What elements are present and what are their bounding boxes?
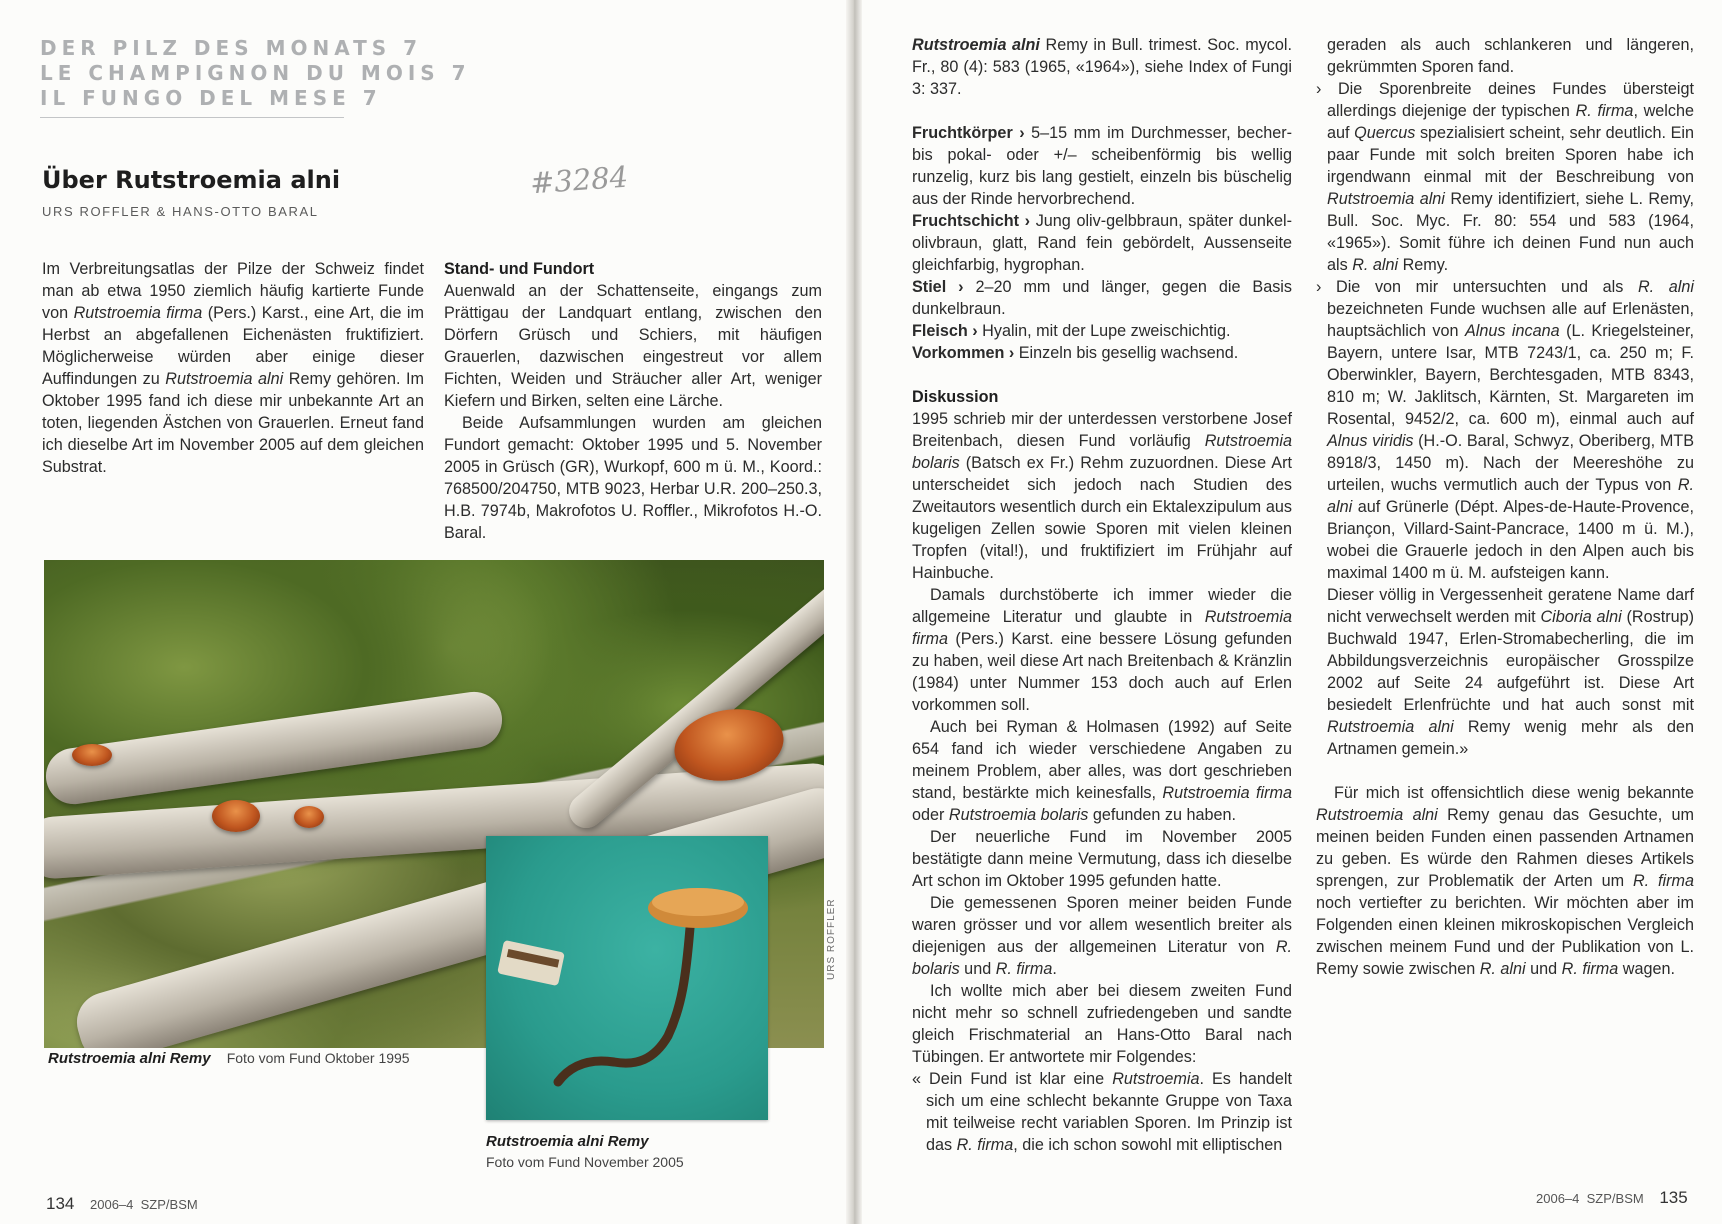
desc-vorkommen: Vorkommen › Einzeln bis gesellig wachsend. xyxy=(912,344,1239,362)
footer-journal-left: SZP/BSM xyxy=(140,1197,198,1212)
rubric-divider xyxy=(40,117,344,118)
type-reference: Rutstroemia alni Remy in Bull. trimest. Soc. mycol. Fr., 80 (4): 583 (1965, «1964»), siehe Index of Fungi 3: 337. xyxy=(912,36,1292,98)
diskussion-paragraph-6: Ich wollte mich aber bei diesem zweiten Fund nicht mehr so schnell zufriedengeben und sandte gleich Frischmaterial an Hans-Otto Baral nach Tübingen. Er antwortete mir Folgendes: xyxy=(912,982,1292,1066)
article-title: Über Rutstroemia alni xyxy=(42,166,341,194)
footer-right xyxy=(1536,1188,1688,1208)
footer-journal-right: SZP/BSM xyxy=(1586,1191,1644,1206)
handwritten-note: #3284 xyxy=(528,159,630,201)
column-rubric xyxy=(40,36,471,111)
desc-stiel: Stiel › 2–20 mm und länger, gegen die Basis dunkelbraun. xyxy=(912,278,1292,318)
desc-fleisch: Fleisch › Hyalin, mit der Lupe zweischichtig. xyxy=(912,322,1231,340)
footer-left xyxy=(46,1194,198,1214)
rubric-line-fr: LE CHAMPIGNON DU MOIS 7 xyxy=(40,61,471,85)
quote-closing: Dieser völlig in Vergessenheit geratene Name darf nicht verwechselt werden mit Ciboria alni (Rostrup) Buchwald 1947, Erlen-Stromabecherling, die im Abbildungsverzeichnis europäischer Grosspilze 2002 auf Seite 24 aufgeführt ist. Diese Art besiedelt Erlenfrüchte und hat auch sonst mit Rutstroemia alni Remy wenig mehr als den Artnamen gemein.» xyxy=(1327,586,1694,758)
diskussion-paragraph-4: Der neuerliche Fund im November 2005 bestätigte dann meine Vermutung, dass ich dieselbe Art schon im Oktober 1995 gefunden hatte. xyxy=(912,828,1292,890)
caption-note-2: Foto vom Fund November 2005 xyxy=(486,1154,684,1170)
conclusion-paragraph: Für mich ist offensichtlich diese wenig bekannte Rutstroemia alni Remy genau das Gesuchte, um meinen beiden Funden einen passenden Artnamen zu geben. Es würde den Rahmen dieses Artikels sprengen, zur Problematik der Arten um R. firma noch vertiefter zu berichten. Wir möchten aber im Folgenden einen kleinen mikroskopischen Vergleich zwischen meinem Fund und der Publikation von L. Remy sowie zwischen R. alni und R. firma wagen. xyxy=(1316,784,1694,978)
photo-inset-caption xyxy=(486,1132,786,1173)
diskussion-paragraph-1: 1995 schrieb mir der unterdessen verstorbene Josef Breitenbach, diesen Fund vorläufig Rutstroemia bolaris (Batsch ex Fr.) Rehm zuzuordnen. Diese Art unterscheidet sich jedoch nach Studien des Zweitautors wesentlich durch ein Ektalexzipulum aus kugeligen Zellen sowie Sporen mit vielen kleinen Tropfen (vital!), und fruktifiziert im Frühjahr auf Hainbuche. xyxy=(912,410,1292,582)
page-number-left: 134 xyxy=(46,1194,75,1213)
desc-fruchtkoerper: Fruchtkörper › 5–15 mm im Durchmesser, becher- bis pokal- oder +/– scheibenförmig bis wellig runzelig, kurz bis lang gestielt, einzeln bis büschelig aus der Rinde hervorbrechend. xyxy=(912,124,1292,208)
photo-main-caption xyxy=(48,1050,410,1067)
caption-species-1: Rutstroemia alni Remy xyxy=(48,1050,211,1067)
quote-bullet-1: › Die Sporenbreite deines Fundes übersteigt allerdings diejenige der typischen R. firma, welche auf Quercus spezialisiert scheint, sehr deutlich. Ein paar Funde mit solch breiten Sporen habe ich irgendwann einmal mit der Beschreibung von Rutstroemia alni Remy identifiziert, siehe L. Remy, Bull. Soc. Myc. Fr. 80: 554 und 583 (1964, «1965»). Somit führe ich deinen Fund nun auch als R. alni Remy. xyxy=(1316,80,1695,274)
desc-fruchtschicht: Fruchtschicht › Jung oliv-gelbbraun, später dunkel-olivbraun, glatt, Rand fein gebördelt, Aussenseite gleichfarbig, hygrophan. xyxy=(912,212,1292,274)
intro-paragraph: Im Verbreitungsatlas der Pilze der Schweiz findet man ab etwa 1950 ziemlich häufig kartierte Funde von Rutstroemia firma (Pers.) Karst., eine Art, die im Herbst an abgefallenen Eichenästen fruktifiziert. Möglicherweise würden aber einige dieser Auffindungen zu Rutstroemia alni Remy gehören. Im Oktober 1995 fand ich diese mir unbekannte Art an toten, liegenden Ästchen von Grauerlen. Erneut fand ich dieselbe Art im November 2005 auf dem gleichen Substrat. xyxy=(42,260,424,476)
standort-paragraph-2: Beide Aufsammlungen wurden am gleichen Fundort gemacht: Oktober 1995 und 5. November 2005 in Grüsch (GR), Wurkopf, 600 m ü. M., Koord.: 768500/204750, MTB 9023, Herbar U.R. 200–250.3, H.B. 7974b, Makrofotos U. Roffler., Mikrofotos H.-O. Baral. xyxy=(444,414,822,542)
diskussion-paragraph-5: Die gemessenen Sporen meiner beiden Funde waren grösser und vor allem wesentlich breiter als diejenigen aus der allgemeinen Literatur von R. bolaris und R. firma. xyxy=(912,894,1292,978)
right-column-a xyxy=(912,34,1292,1156)
quote-start: « Dein Fund ist klar eine Rutstroemia. Es handelt sich um eine schlecht bekannte Gruppe von Taxa mit teilweise recht variablen Sporen. Im Prinzip ist das R. firma, die ich schon sowohl mit elliptischen xyxy=(912,1070,1292,1154)
photo-credit: URS ROFFLER xyxy=(826,898,837,980)
caption-note-1: Foto vom Fund Oktober 1995 xyxy=(226,1050,410,1066)
right-column-b xyxy=(1316,34,1694,980)
caption-species-2: Rutstroemia alni Remy xyxy=(486,1133,649,1150)
article-authors: URS ROFFLER & HANS-OTTO BARAL xyxy=(42,204,319,219)
rubric-line-de: DER PILZ DES MONATS 7 xyxy=(40,36,423,60)
diskussion-paragraph-3: Auch bei Ryman & Holmasen (1992) auf Seite 654 fand ich wieder verschiedene Angaben zu meinem Problem, aber alles, was dort geschrieben stand, bestärkte mich keinesfalls, Rutstroemia firma oder Rutstroemia bolaris gefunden zu haben. xyxy=(912,718,1292,824)
footer-issue-left: 2006–4 xyxy=(90,1197,134,1212)
page-number-right: 135 xyxy=(1659,1188,1688,1207)
diskussion-heading: Diskussion xyxy=(912,388,999,406)
standort-section xyxy=(444,258,822,544)
standort-heading: Stand- und Fundort xyxy=(444,260,595,278)
rubric-line-it: IL FUNGO DEL MESE 7 xyxy=(40,86,382,110)
quote-continuation: geraden als auch schlankeren und längeren, gekrümmten Sporen fand. xyxy=(1327,36,1694,76)
quote-bullet-2: › Die von mir untersuchten und als R. alni bezeichneten Funde wuchsen alle auf Erlenästen, hauptsächlich von Alnus incana (L. Kriegelsteiner, Bayern, untere Isar, MTB 7243/1, ca. 250 m; F. Oberwinkler, Bayern, Berchtesgaden, MTB 8343, 810 m; W. Jaklitsch, Kärnten, St. Margareten im Rosental, 9452/2, ca. 600 m), einmal auch auf Alnus viridis (H.-O. Baral, Schwyz, Oberiberg, MTB 8918/3, 1450 m). Nach der Meereshöhe zu urteilen, wuchs vermutlich auch der Typus von R. alni auf Grünerle (Dépt. Alpes-de-Haute-Provence, Briançon, Villard-Saint-Pancrace, 1400 m ü. M.), wobei die Grauerle jedoch in den Alpen auch bis maximal 1400 m ü. M. aufsteigen kann. xyxy=(1316,278,1694,582)
standort-paragraph-1: Auenwald an der Schattenseite, eingangs zum Prättigau der Landquart entlang, zwischen den Dörfern Grüsch und Schiers, mit häufigen Grauerlen, dazwischen eingestreut vor allem Fichten, Weiden und Sträucher aller Art, weniger Kiefern und Birken, selten eine Lärche. xyxy=(444,282,822,410)
page-gutter xyxy=(846,0,862,1224)
diskussion-paragraph-2: Damals durchstöberte ich immer wieder die allgemeine Literatur und glaubte in Rutstroemia firma (Pers.) Karst. eine bessere Lösung gefunden zu haben, weil diese Art nach Breitenbach & Kränzlin (1984) unter Nummer 153 doch auch auf Erlen vorkommen soll. xyxy=(912,586,1292,714)
footer-issue-right: 2006–4 xyxy=(1536,1191,1580,1206)
photo-fungus-closeup xyxy=(486,836,768,1120)
